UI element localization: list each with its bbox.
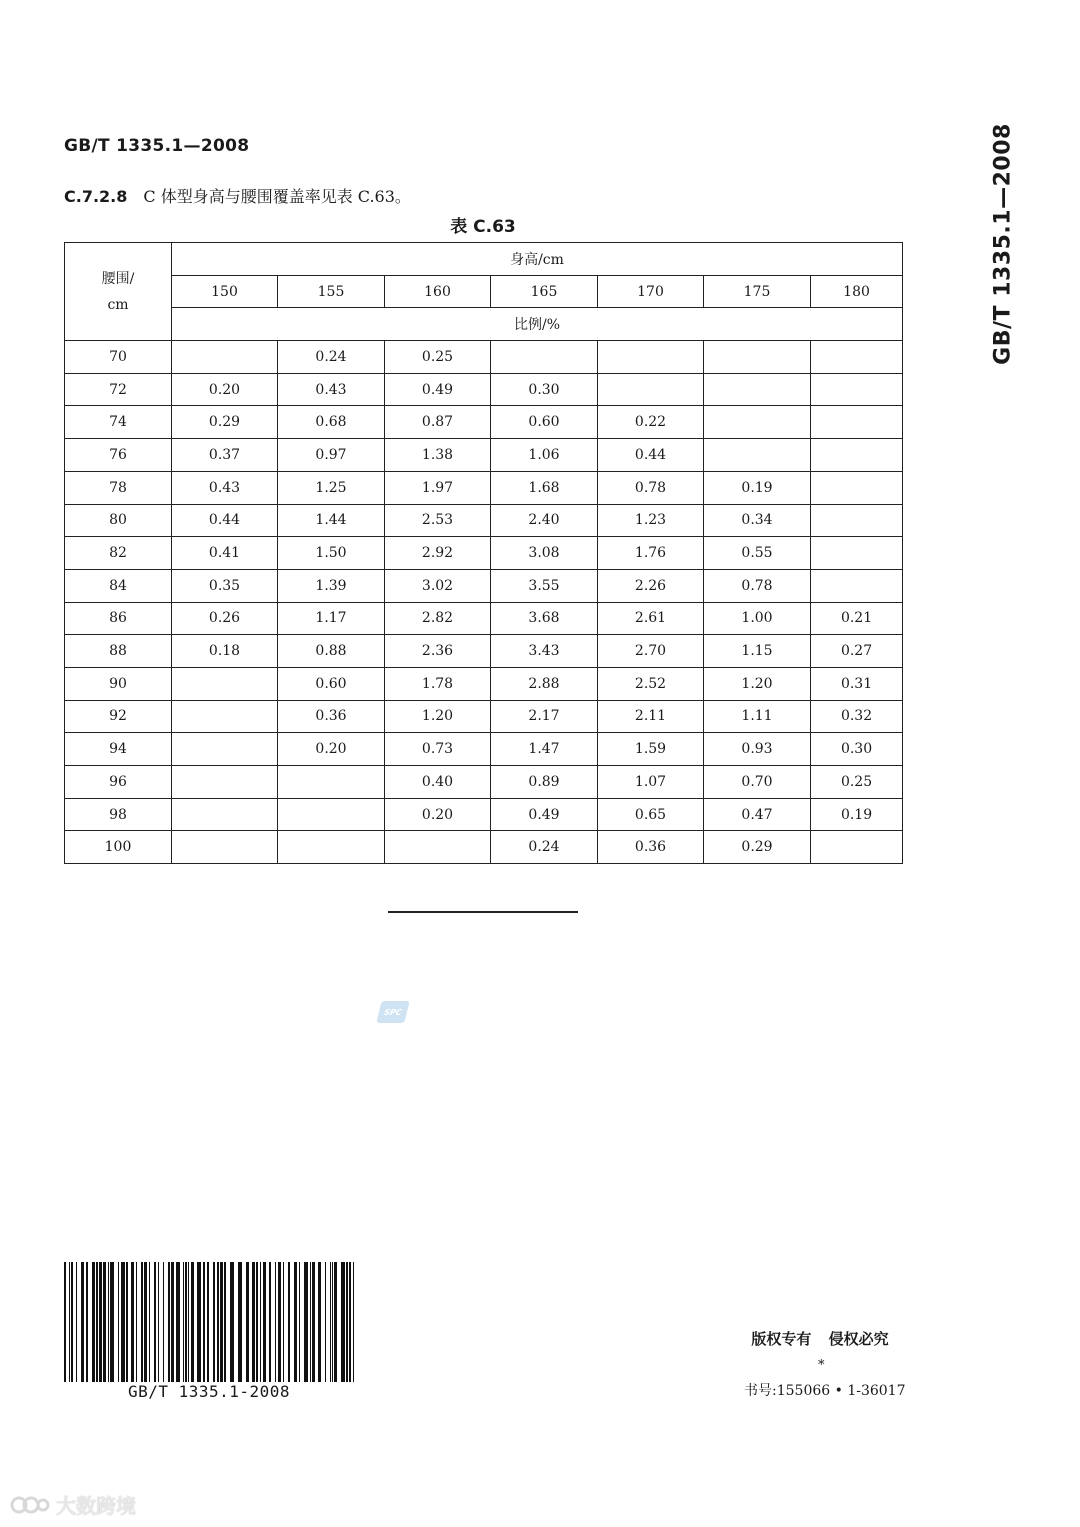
waist-cell: 82 [65, 537, 172, 570]
ratio-cell [811, 471, 903, 504]
height-values-row [65, 275, 903, 308]
ratio-cell: 2.26 [598, 569, 704, 602]
ratio-cell: 0.27 [811, 635, 903, 668]
ratio-cell [491, 341, 598, 374]
ratio-cell [172, 700, 278, 733]
waist-cell: 96 [65, 766, 172, 799]
ratio-cell: 0.43 [172, 471, 278, 504]
waist-cell: 94 [65, 733, 172, 766]
ratio-cell: 0.29 [704, 831, 811, 864]
waist-header-unit: cm [107, 296, 129, 313]
ratio-cell: 2.52 [598, 667, 704, 700]
table-row [65, 373, 903, 406]
table-row [65, 569, 903, 602]
waist-cell: 72 [65, 373, 172, 406]
ratio-cell: 0.43 [278, 373, 385, 406]
table-row [65, 798, 903, 831]
publisher-stamp-logo: SPC [376, 1001, 409, 1023]
waist-cell: 98 [65, 798, 172, 831]
book-number: 书号:155066 • 1-36017 [744, 1383, 906, 1399]
table-row [65, 766, 903, 799]
ratio-cell [811, 569, 903, 602]
ratio-cell [811, 831, 903, 864]
waist-cell: 74 [65, 406, 172, 439]
ratio-cell [278, 831, 385, 864]
ratio-cell: 1.50 [278, 537, 385, 570]
coverage-table [64, 242, 903, 864]
ratio-cell: 0.36 [278, 700, 385, 733]
height-value-175: 175 [704, 275, 811, 308]
table-row [65, 635, 903, 668]
ratio-cell: 0.49 [385, 373, 491, 406]
barcode-text: GB/T 1335.1-2008 [64, 1382, 354, 1401]
ratio-cell: 0.78 [704, 569, 811, 602]
ratio-cell: 0.65 [598, 798, 704, 831]
ratio-cell: 2.82 [385, 602, 491, 635]
ratio-cell: 0.73 [385, 733, 491, 766]
table-row [65, 439, 903, 472]
ratio-cell: 0.55 [704, 537, 811, 570]
document-code-side: GB/T 1335.1—2008 [990, 123, 1016, 365]
table-row [65, 602, 903, 635]
waist-cell: 90 [65, 667, 172, 700]
table-row [65, 504, 903, 537]
ratio-cell [704, 439, 811, 472]
waist-cell: 80 [65, 504, 172, 537]
ratio-cell: 2.61 [598, 602, 704, 635]
ratio-cell: 0.70 [704, 766, 811, 799]
ratio-cell: 1.68 [491, 471, 598, 504]
table-title: 表 C.63 [450, 217, 516, 237]
ratio-cell: 1.20 [704, 667, 811, 700]
ratio-cell: 2.40 [491, 504, 598, 537]
barcode-image [64, 1262, 354, 1384]
ratio-cell [704, 406, 811, 439]
height-value-160: 160 [385, 275, 491, 308]
ratio-cell: 0.87 [385, 406, 491, 439]
clause-number: C.7.2.8 [64, 187, 128, 206]
ratio-cell: 0.30 [491, 373, 598, 406]
ratio-cell [811, 373, 903, 406]
ratio-cell: 1.07 [598, 766, 704, 799]
height-value-155: 155 [278, 275, 385, 308]
ratio-cell: 0.68 [278, 406, 385, 439]
ratio-cell: 0.41 [172, 537, 278, 570]
waist-cell: 86 [65, 602, 172, 635]
ratio-cell: 1.06 [491, 439, 598, 472]
ratio-cell: 0.20 [385, 798, 491, 831]
ratio-cell: 0.93 [704, 733, 811, 766]
clause-paragraph [64, 184, 411, 207]
ratio-cell: 1.25 [278, 471, 385, 504]
ratio-cell: 1.38 [385, 439, 491, 472]
ratio-cell: 1.78 [385, 667, 491, 700]
ratio-cell [598, 373, 704, 406]
waist-header-label: 腰围/ [101, 270, 135, 287]
ratio-cell [172, 798, 278, 831]
ratio-cell [278, 798, 385, 831]
copyright-notice: 版权专有 侵权必究 [751, 1330, 889, 1348]
ratio-cell: 2.92 [385, 537, 491, 570]
ratio-cell: 2.53 [385, 504, 491, 537]
ratio-cell [172, 766, 278, 799]
ratio-cell: 0.44 [598, 439, 704, 472]
ratio-cell: 0.24 [278, 341, 385, 374]
ratio-cell: 2.11 [598, 700, 704, 733]
ratio-cell: 0.25 [385, 341, 491, 374]
ratio-cell [172, 831, 278, 864]
table-header [65, 243, 903, 341]
ratio-cell: 2.36 [385, 635, 491, 668]
table-row [65, 700, 903, 733]
ratio-cell: 1.00 [704, 602, 811, 635]
ratio-cell: 3.08 [491, 537, 598, 570]
ratio-cell: 0.60 [491, 406, 598, 439]
ratio-cell: 2.70 [598, 635, 704, 668]
ratio-cell: 0.47 [704, 798, 811, 831]
ratio-cell: 0.37 [172, 439, 278, 472]
ratio-cell: 0.88 [278, 635, 385, 668]
table-row [65, 537, 903, 570]
ratio-cell [704, 341, 811, 374]
watermark-text: 大数跨境 [56, 1494, 136, 1518]
ratio-cell: 1.97 [385, 471, 491, 504]
waist-header [65, 243, 172, 341]
watermark [10, 1490, 136, 1519]
ratio-cell: 0.36 [598, 831, 704, 864]
ratio-cell: 0.44 [172, 504, 278, 537]
end-rule-line [388, 911, 578, 913]
waist-cell: 88 [65, 635, 172, 668]
height-value-180: 180 [811, 275, 903, 308]
ratio-cell: 1.15 [704, 635, 811, 668]
ratio-cell: 0.89 [491, 766, 598, 799]
table-row [65, 341, 903, 374]
ratio-cell: 1.59 [598, 733, 704, 766]
ratio-cell: 0.19 [811, 798, 903, 831]
waist-cell: 70 [65, 341, 172, 374]
ratio-cell: 1.17 [278, 602, 385, 635]
ratio-cell: 2.17 [491, 700, 598, 733]
ratio-cell: 0.18 [172, 635, 278, 668]
ratio-cell: 1.39 [278, 569, 385, 602]
star-mark: * [818, 1358, 825, 1373]
ratio-cell: 0.20 [278, 733, 385, 766]
ratio-cell: 1.76 [598, 537, 704, 570]
ratio-cell: 3.02 [385, 569, 491, 602]
watermark-logo-icon [10, 1493, 50, 1517]
ratio-cell: 3.68 [491, 602, 598, 635]
ratio-cell [598, 341, 704, 374]
ratio-cell: 0.29 [172, 406, 278, 439]
ratio-cell: 0.49 [491, 798, 598, 831]
ratio-cell: 0.20 [172, 373, 278, 406]
table-row [65, 831, 903, 864]
ratio-cell: 1.11 [704, 700, 811, 733]
ratio-cell [172, 733, 278, 766]
ratio-cell: 0.60 [278, 667, 385, 700]
table-row [65, 406, 903, 439]
table-row [65, 667, 903, 700]
ratio-cell: 2.88 [491, 667, 598, 700]
ratio-cell [172, 667, 278, 700]
waist-cell: 84 [65, 569, 172, 602]
table-row [65, 733, 903, 766]
ratio-cell: 3.55 [491, 569, 598, 602]
ratio-cell: 0.97 [278, 439, 385, 472]
height-header: 身高/cm [172, 243, 903, 276]
waist-cell: 92 [65, 700, 172, 733]
ratio-cell: 0.31 [811, 667, 903, 700]
ratio-cell: 0.30 [811, 733, 903, 766]
ratio-cell: 0.21 [811, 602, 903, 635]
ratio-cell [811, 537, 903, 570]
ratio-cell: 0.35 [172, 569, 278, 602]
waist-cell: 76 [65, 439, 172, 472]
ratio-cell: 0.24 [491, 831, 598, 864]
ratio-cell: 0.32 [811, 700, 903, 733]
ratio-cell: 0.19 [704, 471, 811, 504]
clause-text: C 体型身高与腰围覆盖率见表 C.63。 [143, 187, 411, 206]
ratio-cell [811, 439, 903, 472]
ratio-cell: 0.40 [385, 766, 491, 799]
ratio-cell: 1.44 [278, 504, 385, 537]
ratio-cell: 1.23 [598, 504, 704, 537]
ratio-cell [278, 766, 385, 799]
ratio-cell: 0.34 [704, 504, 811, 537]
ratio-cell: 1.47 [491, 733, 598, 766]
height-value-150: 150 [172, 275, 278, 308]
ratio-cell: 0.22 [598, 406, 704, 439]
ratio-cell [385, 831, 491, 864]
height-value-165: 165 [491, 275, 598, 308]
ratio-cell [704, 373, 811, 406]
table-row [65, 471, 903, 504]
ratio-cell [811, 504, 903, 537]
height-value-170: 170 [598, 275, 704, 308]
ratio-cell: 3.43 [491, 635, 598, 668]
ratio-header: 比例/% [172, 308, 903, 341]
ratio-cell: 1.20 [385, 700, 491, 733]
waist-cell: 78 [65, 471, 172, 504]
ratio-cell [811, 406, 903, 439]
ratio-cell: 0.25 [811, 766, 903, 799]
table-body [65, 341, 903, 864]
ratio-cell [811, 341, 903, 374]
document-code-header: GB/T 1335.1—2008 [64, 136, 250, 156]
ratio-cell [172, 341, 278, 374]
waist-cell: 100 [65, 831, 172, 864]
ratio-cell: 0.26 [172, 602, 278, 635]
ratio-cell: 0.78 [598, 471, 704, 504]
